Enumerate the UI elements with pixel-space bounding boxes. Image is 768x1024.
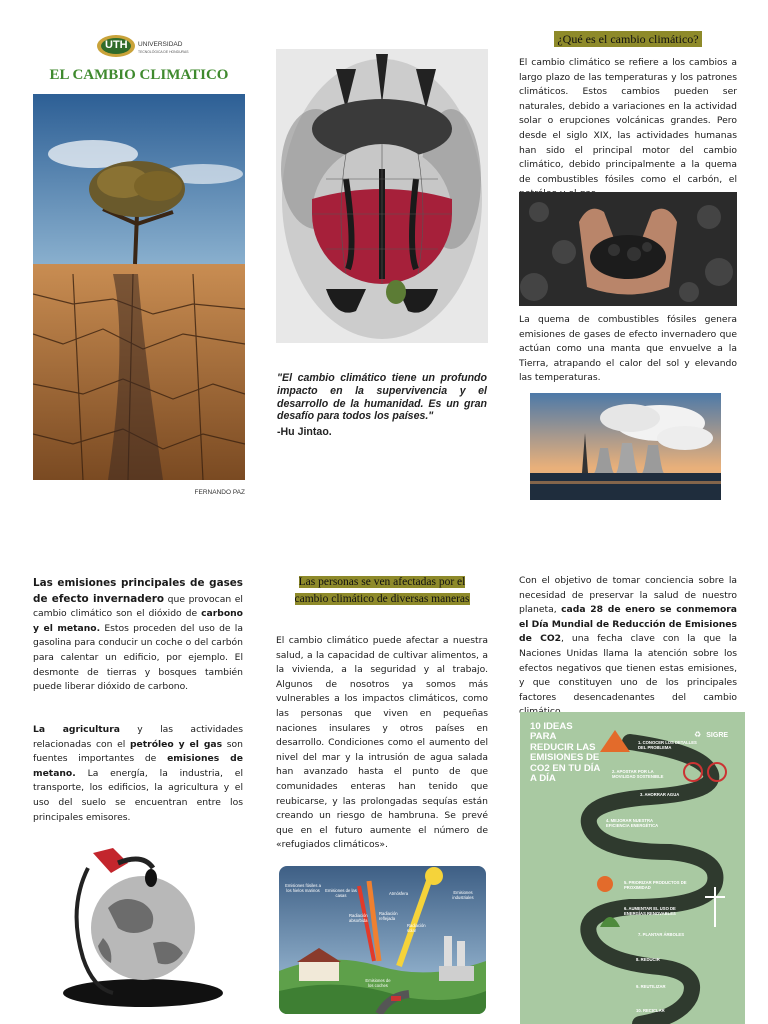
diagram-label: Atmósfera	[389, 891, 409, 896]
infographic-item: 4. MEJORAR NUESTRA EFICIENCIA ENERGÉTICA	[606, 818, 659, 828]
people-heading-line1: Las personas se ven afectadas por el	[298, 576, 466, 588]
emissions-p2-text2: son fuentes importantes de	[33, 738, 243, 765]
logo-mark: UTH	[105, 39, 128, 51]
emissions-p1-bold1: Las emisiones principales de gases de efecto invernadero	[33, 577, 243, 605]
infographic-item: 3. AHORRAR AGUA	[640, 792, 680, 797]
polluted-earth-illustration	[276, 49, 488, 343]
logo-sub: TECNOLÓGICA DE HONDURAS	[138, 50, 189, 54]
infographic-item: 10. RECICLAR	[636, 1008, 665, 1013]
diagram-label: Emisiones industriales	[452, 890, 474, 900]
emissions-paragraph-2	[33, 723, 243, 825]
emissions-p2-bold1: La agricultura	[33, 724, 120, 735]
emissions-p2-text3: La energía, la industria, el transporte, los edificios, la agricultura y el uso del suelo se encuentran entre los principales emisores.	[33, 767, 243, 823]
people-paragraph: El cambio climático puede afectar a nuestra salud, a la capacidad de cultivar alimentos, a la vivienda, a la seguridad y al trabajo. Algunos de nosotros ya somos más vulnerables a los impactos climáticos, como las personas que viven en pequeñas naciones insulares y otros países en desarrollo. Condiciones como el aumento del nivel del mar y la intrusión de agua salada han avanzado hasta el punto de que comunidades enteras han tenido que reubicarse, y las prolongadas sequías están creando un riesgo de hambruna. Se prevé que en el futuro aumente el número de «refugiados climáticos».	[276, 635, 488, 851]
diagram-label: Emisiones de las casas	[325, 888, 357, 898]
infographic-item: 8. REDUCIR	[636, 957, 660, 962]
fossil-fuel-paragraph: La quema de combustibles fósiles genera emisiones de gases de efecto invernadero que actúan como una manta que envuelve a la Tierra, atrapando el calor del sol y elevando las temperaturas.	[519, 314, 737, 384]
co2-day-text1: Con el objetivo de tomar conciencia sobre la necesidad de preservar la salud de nuestro planeta,	[519, 575, 737, 616]
what-is-heading	[519, 32, 737, 47]
coal-hands-image	[519, 192, 737, 306]
infographic-item: 9. REUTILIZAR	[636, 984, 666, 989]
power-plant-image	[530, 393, 721, 500]
emissions-p1-text2: Estos proceden del uso de la gasolina para conducir un coche o del carbón para calentar un edificio, por ejemplo. El desmonte de tierras y bosques también puede liberar dióxido de carbono.	[33, 622, 243, 693]
page-title: EL CAMBIO CLIMATICO	[49, 67, 229, 83]
emissions-p1-bold2: carbono y el metano.	[33, 608, 243, 634]
emissions-p2-bold2: petróleo y el gas	[129, 738, 223, 750]
logo	[96, 33, 189, 61]
infographic-item: 2. APOSTAR POR LA MOVILIDAD SOSTENIBLE	[612, 769, 664, 779]
infographic-brand	[694, 722, 728, 741]
infographic-title: 10 IDEAS PARA REDUCIR LAS EMISIONES DE CO2 EN TU DÍA A DÍA	[530, 721, 601, 785]
logo-name: UNIVERSIDAD	[138, 41, 183, 48]
author-name: FERNANDO PAZ	[194, 489, 245, 496]
what-is-paragraph: El cambio climático se refiere a los cambios a largo plazo de las temperaturas y los patrones climáticos. Estos cambios pueden ser naturales, debido a variaciones en la actividad solar o erupciones volcánicas grandes. Pero desde el siglo XIX, las actividades humanas han sido el principal motor del cambio climático, debido principalmente a la quema de combustibles fósiles como el carbón, el	[519, 57, 737, 185]
drought-tree-image	[33, 94, 245, 480]
emissions-p1-text1: que provocan el cambio climático son el dióxido de	[33, 593, 243, 620]
greenhouse-diagram	[279, 866, 486, 1014]
oil-globe-image	[33, 828, 245, 1018]
people-heading-line2: cambio climático de diversas maneras	[294, 593, 470, 605]
co2-day-bold: cada 28 de enero se conmemora el Día Mundial de Reducción de Emisiones de CO2	[519, 604, 737, 645]
co2-day-paragraph	[519, 574, 737, 720]
diagram-label: Radiación solar	[407, 923, 426, 933]
emissions-p2-bold3: emisiones de metano.	[33, 753, 243, 779]
recycle-icon: ♻	[694, 730, 702, 739]
diagram-label: Emisiones fósiles a los hielos marinos	[285, 883, 321, 893]
quote-author: -Hu Jintao.	[277, 426, 332, 438]
diagram-label: Emisiones de los coches	[365, 978, 391, 988]
quote-text: "El cambio climático tiene un profundo impacto en la supervivencia y el desarrollo de la humanidad. Es un gran desafío para todos los países."	[277, 372, 487, 423]
what-is-heading-text: ¿Qué es el cambio climático?	[554, 31, 701, 47]
infographic-item: 6. AUMENTAR EL USO DE ENERGÍAS RENOVABLES	[624, 906, 676, 916]
diagram-label: Radiación reflejada	[379, 911, 398, 921]
infographic	[520, 712, 745, 1024]
emissions-p2-text1: y las actividades relacionadas con el	[33, 724, 243, 750]
emissions-paragraph-1	[33, 576, 243, 695]
people-heading	[276, 574, 488, 608]
co2-day-text2: , una fecha clave con la que la Naciones Unidas llama la atención sobre los efectos negativos que tienen estas emisiones, y que constituyen uno de los principales factores desencadenantes del cambio	[519, 633, 738, 703]
infographic-item: 5. PRIORIZAR PRODUCTOS DE PROXIMIDAD	[624, 880, 687, 890]
infographic-item: 1. CONOCER LOS DETALLES DEL PROBLEMA	[638, 740, 697, 750]
infographic-brand-name: SIGRE	[706, 732, 729, 739]
infographic-item: 7. PLANTAR ÁRBOLES	[638, 932, 684, 937]
diagram-label: Radiación absorbida	[349, 913, 368, 923]
